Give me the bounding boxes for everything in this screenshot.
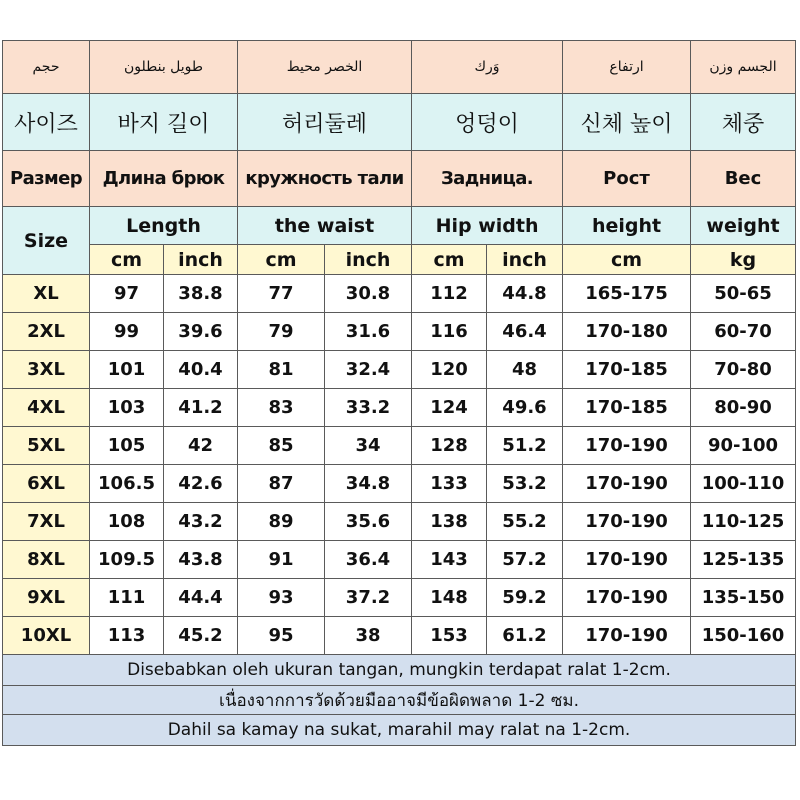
header-length-english: Length <box>90 207 238 245</box>
hip-inch-cell: 55.2 <box>487 503 563 541</box>
header-size-russian: Размер <box>3 151 90 207</box>
waist-inch-cell: 32.4 <box>325 351 412 389</box>
length-cm-cell: 106.5 <box>90 465 164 503</box>
length-inch-cell: 38.8 <box>164 275 238 313</box>
note-indonesian: Disebabkan oleh ukuran tangan, mungkin terdapat ralat 1-2cm. <box>3 655 796 686</box>
waist-cm-cell: 87 <box>238 465 325 503</box>
hip-cm-cell: 133 <box>412 465 487 503</box>
weight-cell: 70-80 <box>691 351 796 389</box>
weight-cell: 150-160 <box>691 617 796 655</box>
header-size-arabic: حجم <box>3 41 90 94</box>
length-inch-cell: 39.6 <box>164 313 238 351</box>
size-label: 2XL <box>3 313 90 351</box>
waist-inch-cell: 36.4 <box>325 541 412 579</box>
unit-waist-cm: cm <box>238 245 325 275</box>
waist-cm-cell: 93 <box>238 579 325 617</box>
header-size-korean: 사이즈 <box>3 94 90 151</box>
weight-cell: 135-150 <box>691 579 796 617</box>
weight-cell: 100-110 <box>691 465 796 503</box>
hip-cm-cell: 124 <box>412 389 487 427</box>
header-row-arabic <box>3 41 796 94</box>
height-cell: 170-190 <box>563 427 691 465</box>
size-label: 4XL <box>3 389 90 427</box>
waist-inch-cell: 33.2 <box>325 389 412 427</box>
waist-cm-cell: 89 <box>238 503 325 541</box>
unit-weight: kg <box>691 245 796 275</box>
header-weight-korean: 체중 <box>691 94 796 151</box>
length-cm-cell: 97 <box>90 275 164 313</box>
length-inch-cell: 43.2 <box>164 503 238 541</box>
waist-cm-cell: 91 <box>238 541 325 579</box>
height-cell: 170-185 <box>563 351 691 389</box>
length-cm-cell: 109.5 <box>90 541 164 579</box>
height-cell: 170-190 <box>563 503 691 541</box>
table-row <box>3 313 796 351</box>
header-length-korean: 바지 길이 <box>90 94 238 151</box>
hip-inch-cell: 51.2 <box>487 427 563 465</box>
waist-cm-cell: 83 <box>238 389 325 427</box>
hip-cm-cell: 153 <box>412 617 487 655</box>
header-size-english: Size <box>3 207 90 275</box>
hip-cm-cell: 128 <box>412 427 487 465</box>
hip-inch-cell: 49.6 <box>487 389 563 427</box>
header-length-arabic: طويل بنطلون <box>90 41 238 94</box>
unit-height: cm <box>563 245 691 275</box>
height-cell: 165-175 <box>563 275 691 313</box>
size-label: XL <box>3 275 90 313</box>
size-label: 10XL <box>3 617 90 655</box>
waist-inch-cell: 30.8 <box>325 275 412 313</box>
header-row-russian <box>3 151 796 207</box>
size-label: 8XL <box>3 541 90 579</box>
table-row <box>3 617 796 655</box>
length-cm-cell: 101 <box>90 351 164 389</box>
hip-cm-cell: 116 <box>412 313 487 351</box>
header-row-english <box>3 207 796 245</box>
length-inch-cell: 43.8 <box>164 541 238 579</box>
waist-inch-cell: 31.6 <box>325 313 412 351</box>
table-row <box>3 465 796 503</box>
hip-cm-cell: 143 <box>412 541 487 579</box>
size-label: 3XL <box>3 351 90 389</box>
length-inch-cell: 45.2 <box>164 617 238 655</box>
hip-inch-cell: 44.8 <box>487 275 563 313</box>
weight-cell: 90-100 <box>691 427 796 465</box>
header-row-korean <box>3 94 796 151</box>
length-inch-cell: 40.4 <box>164 351 238 389</box>
length-cm-cell: 108 <box>90 503 164 541</box>
waist-cm-cell: 95 <box>238 617 325 655</box>
table-row <box>3 541 796 579</box>
hip-inch-cell: 57.2 <box>487 541 563 579</box>
hip-inch-cell: 61.2 <box>487 617 563 655</box>
waist-cm-cell: 79 <box>238 313 325 351</box>
waist-inch-cell: 35.6 <box>325 503 412 541</box>
hip-inch-cell: 53.2 <box>487 465 563 503</box>
size-label: 9XL <box>3 579 90 617</box>
waist-inch-cell: 37.2 <box>325 579 412 617</box>
weight-cell: 80-90 <box>691 389 796 427</box>
length-inch-cell: 41.2 <box>164 389 238 427</box>
height-cell: 170-185 <box>563 389 691 427</box>
header-weight-russian: Вес <box>691 151 796 207</box>
weight-cell: 60-70 <box>691 313 796 351</box>
header-height-arabic: ارتفاع <box>563 41 691 94</box>
header-hip-korean: 엉덩이 <box>412 94 563 151</box>
header-hip-english: Hip width <box>412 207 563 245</box>
length-inch-cell: 42.6 <box>164 465 238 503</box>
waist-inch-cell: 34.8 <box>325 465 412 503</box>
length-cm-cell: 103 <box>90 389 164 427</box>
table-row <box>3 579 796 617</box>
header-weight-english: weight <box>691 207 796 245</box>
hip-cm-cell: 112 <box>412 275 487 313</box>
height-cell: 170-190 <box>563 617 691 655</box>
hip-inch-cell: 48 <box>487 351 563 389</box>
weight-cell: 110-125 <box>691 503 796 541</box>
waist-inch-cell: 38 <box>325 617 412 655</box>
header-height-english: height <box>563 207 691 245</box>
header-hip-arabic: وَرك <box>412 41 563 94</box>
header-weight-arabic: الجسم وزن <box>691 41 796 94</box>
size-label: 7XL <box>3 503 90 541</box>
length-cm-cell: 105 <box>90 427 164 465</box>
height-cell: 170-190 <box>563 541 691 579</box>
length-cm-cell: 113 <box>90 617 164 655</box>
height-cell: 170-180 <box>563 313 691 351</box>
note-thai: เนื่องจากการวัดด้วยมืออาจมีข้อผิดพลาด 1-2 ซม. <box>3 686 796 715</box>
header-waist-english: the waist <box>238 207 412 245</box>
hip-inch-cell: 59.2 <box>487 579 563 617</box>
weight-cell: 125-135 <box>691 541 796 579</box>
table-row <box>3 275 796 313</box>
unit-hip-inch: inch <box>487 245 563 275</box>
unit-hip-cm: cm <box>412 245 487 275</box>
height-cell: 170-190 <box>563 579 691 617</box>
hip-cm-cell: 138 <box>412 503 487 541</box>
height-cell: 170-190 <box>563 465 691 503</box>
waist-cm-cell: 81 <box>238 351 325 389</box>
hip-cm-cell: 120 <box>412 351 487 389</box>
waist-cm-cell: 85 <box>238 427 325 465</box>
table-row <box>3 389 796 427</box>
hip-inch-cell: 46.4 <box>487 313 563 351</box>
length-cm-cell: 111 <box>90 579 164 617</box>
table-row <box>3 351 796 389</box>
size-label: 6XL <box>3 465 90 503</box>
table-row <box>3 427 796 465</box>
unit-length-inch: inch <box>164 245 238 275</box>
header-length-russian: Длина брюк <box>90 151 238 207</box>
header-waist-russian: кружность тали <box>238 151 412 207</box>
header-height-russian: Рост <box>563 151 691 207</box>
note-filipino: Dahil sa kamay na sukat, marahil may ralat na 1-2cm. <box>3 715 796 746</box>
unit-length-cm: cm <box>90 245 164 275</box>
length-cm-cell: 99 <box>90 313 164 351</box>
unit-waist-inch: inch <box>325 245 412 275</box>
header-height-korean: 신체 높이 <box>563 94 691 151</box>
length-inch-cell: 44.4 <box>164 579 238 617</box>
table-row <box>3 503 796 541</box>
header-hip-russian: Задница. <box>412 151 563 207</box>
weight-cell: 50-65 <box>691 275 796 313</box>
size-label: 5XL <box>3 427 90 465</box>
waist-inch-cell: 34 <box>325 427 412 465</box>
unit-row <box>3 245 796 275</box>
header-waist-korean: 허리둘레 <box>238 94 412 151</box>
hip-cm-cell: 148 <box>412 579 487 617</box>
note-row-thai <box>3 686 796 715</box>
size-chart-table <box>2 40 796 746</box>
length-inch-cell: 42 <box>164 427 238 465</box>
waist-cm-cell: 77 <box>238 275 325 313</box>
note-row-indonesian <box>3 655 796 686</box>
note-row-filipino <box>3 715 796 746</box>
header-waist-arabic: الخصر محيط <box>238 41 412 94</box>
